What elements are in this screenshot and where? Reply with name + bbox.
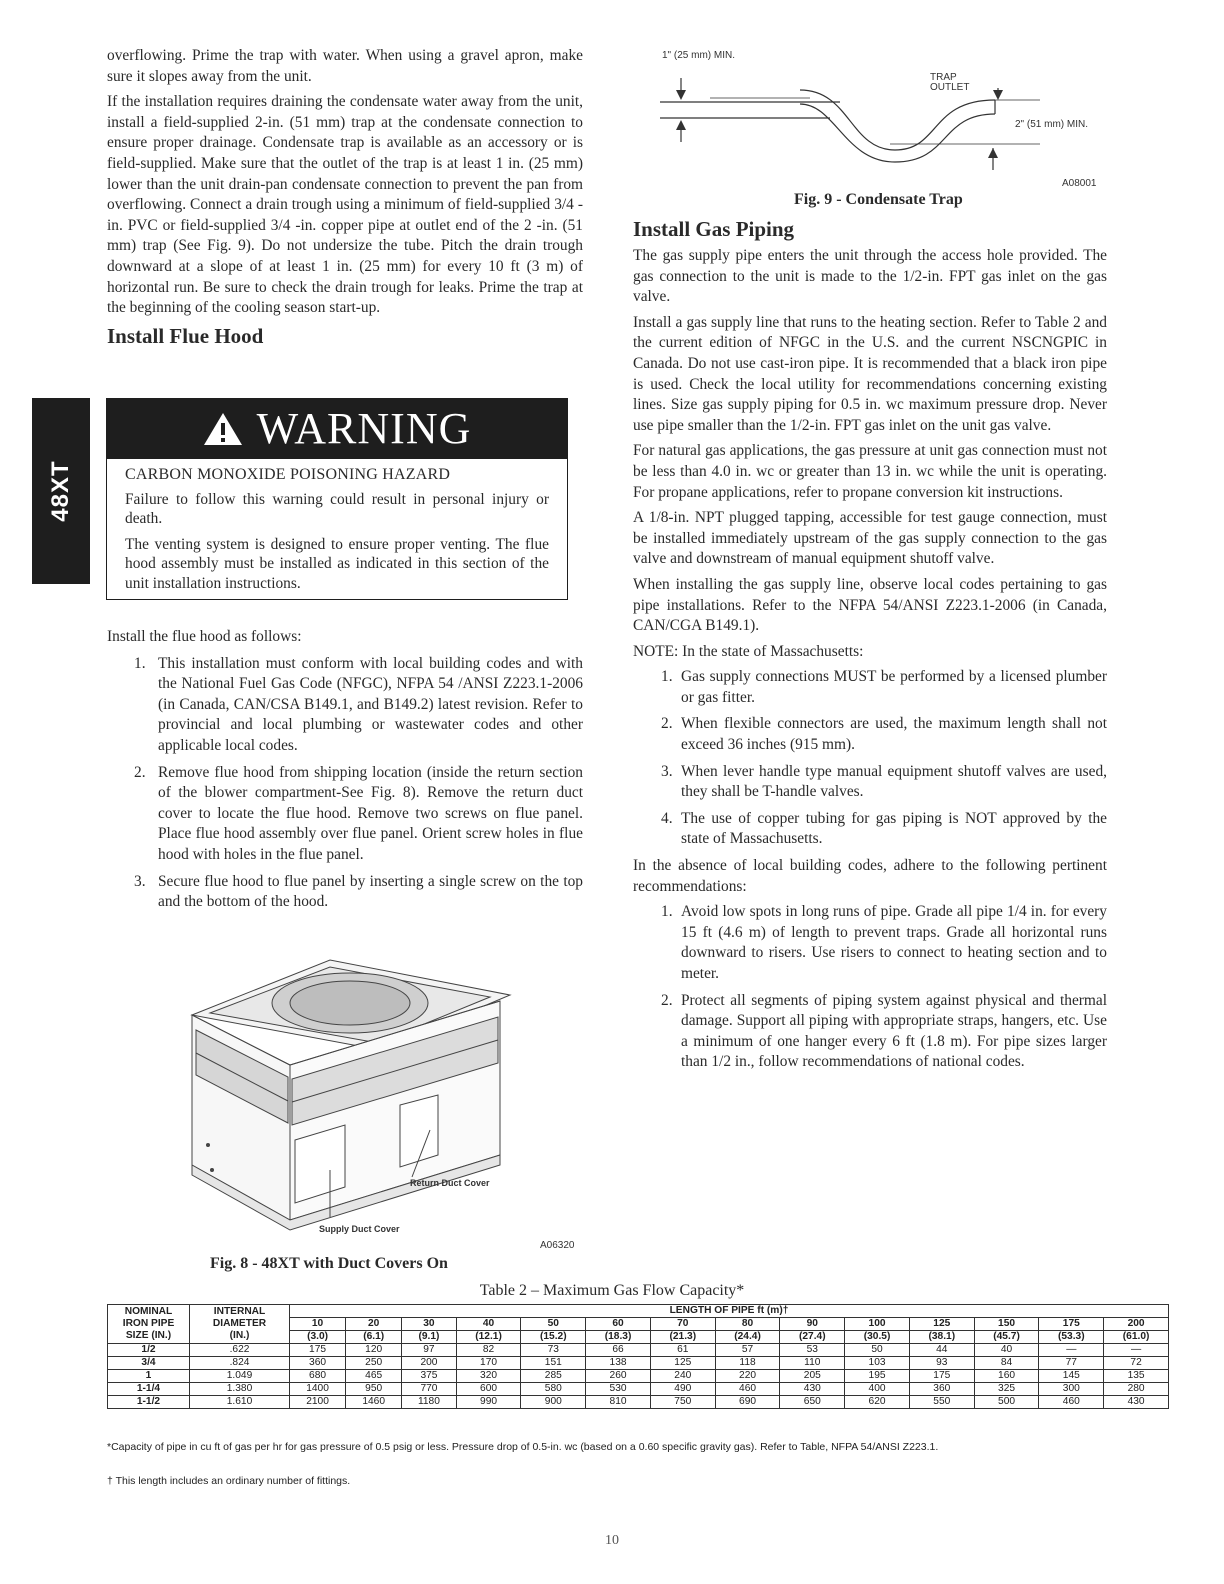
paragraph: overflowing. Prime the trap with water. When using a gravel apron, make sure it slopes away from the unit. [107, 47, 583, 85]
cell-capacity: 620 [845, 1396, 910, 1409]
cell-capacity: 2100 [290, 1396, 346, 1409]
cell-size: 1/2 [108, 1344, 190, 1357]
cell-capacity: 900 [521, 1396, 586, 1409]
table-row [108, 1344, 1169, 1357]
massachusetts-list [633, 667, 1107, 850]
page-number: 10 [605, 1533, 619, 1548]
cell-capacity: 1460 [346, 1396, 402, 1409]
cell-capacity: 690 [715, 1396, 780, 1409]
cell-capacity: 300 [1039, 1383, 1104, 1396]
paragraph: Install the flue hood as follows: [107, 628, 302, 645]
cell-capacity: 84 [974, 1357, 1039, 1370]
cell-capacity: 580 [521, 1383, 586, 1396]
left-column-steps [107, 627, 583, 919]
gas-flow-table [107, 1304, 1169, 1409]
cell-capacity: 325 [974, 1383, 1039, 1396]
cell-capacity: 400 [845, 1383, 910, 1396]
cell-capacity: 50 [845, 1344, 910, 1357]
paragraph: The gas supply pipe enters the unit through the access hole provided. The gas connection to the unit is made to the 1/2-in. FPT gas inlet on the gas valve. [633, 247, 1107, 306]
cell-diameter: 1.380 [190, 1383, 290, 1396]
list-item: 4. The use of copper tubing for gas piping is NOT approved by the state of Massachusetts. [661, 809, 1107, 848]
cell-capacity: 550 [909, 1396, 974, 1409]
cell-size: 1 [108, 1370, 190, 1383]
cell-capacity: 40 [974, 1344, 1039, 1357]
warning-text: The venting system is designed to ensure proper venting. The flue hood assembly must be installed as indicated in this section of the unit installation instructions. [125, 535, 549, 592]
cell-capacity: 205 [780, 1370, 845, 1383]
label-outlet: OUTLET [930, 82, 970, 93]
cell-capacity: 195 [845, 1370, 910, 1383]
cell-capacity: 72 [1104, 1357, 1169, 1370]
paragraph: For natural gas applications, the gas pressure at unit gas connection must not be less than 4.0 in. wc or greater than 13 in. wc while the unit is operating. For propane applications, refer to propane conversion kit instructions. [633, 442, 1107, 501]
cell-size: 3/4 [108, 1357, 190, 1370]
list-item: 3. When lever handle type manual equipment shutoff valves are used, they shall be T-handle valves. [661, 762, 1107, 801]
cell-capacity: 375 [402, 1370, 456, 1383]
cell-capacity: 110 [780, 1357, 845, 1370]
figure-id: A06320 [540, 1240, 575, 1251]
table-row [108, 1357, 1169, 1370]
label-min-1in: 1" (25 mm) MIN. [662, 50, 735, 61]
cell-capacity: 97 [402, 1344, 456, 1357]
cell-capacity: 460 [1039, 1396, 1104, 1409]
cell-capacity: 285 [521, 1370, 586, 1383]
cell-capacity: 175 [290, 1344, 346, 1357]
condensate-trap-diagram [650, 60, 1070, 180]
cell-capacity: 125 [650, 1357, 715, 1370]
section-heading-gas-piping: Install Gas Piping [633, 217, 795, 241]
cell-capacity: 360 [909, 1383, 974, 1396]
cell-capacity: 170 [456, 1357, 521, 1370]
cell-capacity: 151 [521, 1357, 586, 1370]
header-nominal: NOMINAL IRON PIPE SIZE (IN.) [108, 1305, 190, 1344]
cell-capacity: 280 [1104, 1383, 1169, 1396]
note-text: In the state of Massachusetts: [682, 642, 864, 660]
cell-capacity: 770 [402, 1383, 456, 1396]
cell-capacity: 220 [715, 1370, 780, 1383]
cell-capacity: 82 [456, 1344, 521, 1357]
cell-capacity: 175 [909, 1370, 974, 1383]
cell-capacity: 57 [715, 1344, 780, 1357]
cell-capacity: 650 [780, 1396, 845, 1409]
section-heading-flue-hood: Install Flue Hood [107, 323, 264, 348]
cell-size: 1-1/4 [108, 1383, 190, 1396]
cell-capacity: 135 [1104, 1370, 1169, 1383]
cell-capacity: 240 [650, 1370, 715, 1383]
cell-capacity: 53 [780, 1344, 845, 1357]
cell-capacity: 430 [780, 1383, 845, 1396]
header-length: LENGTH OF PIPE ft (m)† [290, 1305, 1169, 1318]
label-trap: TRAP [930, 72, 957, 83]
table-row [108, 1370, 1169, 1383]
cell-capacity: — [1039, 1344, 1104, 1357]
right-column [633, 214, 1107, 1079]
paragraph: A 1/8-in. NPT plugged tapping, accessible for test gauge connection, must be installed immediately upstream of the gas supply connection to the gas valve and downstream of manual equipment shutoff valve. [633, 509, 1107, 568]
figure-caption: Fig. 9 - Condensate Trap [794, 191, 963, 208]
table-footnote: *Capacity of pipe in cu ft of gas per hr for gas pressure of 0.5 psig or less. Pressure drop of 0.5-in. wc (based on a 0.60 specific gravity gas). Refer to Table, NFPA 54/ANSI Z223.1. [107, 1441, 939, 1453]
cell-capacity: — [1104, 1344, 1169, 1357]
cell-diameter: 1.610 [190, 1396, 290, 1409]
cell-diameter: 1.049 [190, 1370, 290, 1383]
cell-capacity: 138 [586, 1357, 651, 1370]
label-return-duct-cover: Return Duct Cover [410, 1178, 490, 1188]
table-title: Table 2 – Maximum Gas Flow Capacity* [479, 1282, 745, 1299]
cell-size: 1-1/2 [108, 1396, 190, 1409]
warning-header [107, 399, 567, 459]
cell-capacity: 44 [909, 1344, 974, 1357]
cell-capacity: 460 [715, 1383, 780, 1396]
table-header-row: 10 20 30 40 50 60 70 80 90 100 125 150 175 200 [108, 1318, 1169, 1331]
cell-capacity: 430 [1104, 1396, 1169, 1409]
cell-diameter: .622 [190, 1344, 290, 1357]
table-footnote: † This length includes an ordinary number of fittings. [107, 1475, 351, 1487]
warning-title: WARNING [256, 404, 472, 453]
hazard-title: CARBON MONOXIDE POISONING HAZARD [125, 466, 451, 483]
label-supply-duct-cover: Supply Duct Cover [319, 1224, 400, 1234]
cell-capacity: 465 [346, 1370, 402, 1383]
flue-hood-steps [107, 654, 583, 913]
cell-capacity: 200 [402, 1357, 456, 1370]
note [633, 642, 1107, 663]
cell-capacity: 750 [650, 1396, 715, 1409]
cell-capacity: 680 [290, 1370, 346, 1383]
warning-text: Failure to follow this warning could result in personal injury or death. [125, 490, 549, 528]
list-item: 2. Protect all segments of piping system against physical and thermal damage. Support all piping with appropriate straps, hangers, etc. Use a minimum of one hanger every 6 ft (1.8 m). For pipe sizes larger than 1/2 in., follow recommendations of national codes. [661, 991, 1107, 1071]
cell-capacity: 530 [586, 1383, 651, 1396]
cell-capacity: 160 [974, 1370, 1039, 1383]
cell-capacity: 600 [456, 1383, 521, 1396]
table-header-row [108, 1305, 1169, 1318]
cell-capacity: 145 [1039, 1370, 1104, 1383]
unit-illustration [180, 955, 520, 1240]
side-tab-label: 48XT [47, 460, 74, 522]
cell-capacity: 250 [346, 1357, 402, 1370]
cell-capacity: 1180 [402, 1396, 456, 1409]
cell-capacity: 1400 [290, 1383, 346, 1396]
header-internal: INTERNAL DIAMETER (IN.) [190, 1305, 290, 1344]
list-item: 2. Remove flue hood from shipping location (inside the return section of the blower compartment-See Fig. 8). Remove the return duct cover to locate the flue hood. Remove two screws on flue panel. Place flue hood assembly over flue panel. Orient screw holes in flue hood with holes in the flue panel. [134, 763, 583, 863]
table-header-row: (3.0) (6.1) (9.1) (12.1) (15.2) (18.3) (21.3) (24.4) (27.4) (30.5) (38.1) (45.7) (53.3) (61.0) [108, 1331, 1169, 1344]
warning-box [106, 398, 568, 600]
list-item: 3. Secure flue hood to flue panel by inserting a single screw on the top and the bottom of the hood. [134, 872, 583, 911]
cell-capacity: 810 [586, 1396, 651, 1409]
figure-caption: Fig. 8 - 48XT with Duct Covers On [210, 1255, 448, 1272]
cell-capacity: 73 [521, 1344, 586, 1357]
cell-capacity: 61 [650, 1344, 715, 1357]
table-row [108, 1383, 1169, 1396]
cell-capacity: 990 [456, 1396, 521, 1409]
side-tab [32, 398, 90, 584]
paragraph: If the installation requires draining the condensate water away from the unit, install a field-supplied 2-in. (51 mm) trap at the condensate connection to ensure proper drainage. Condensate trap is available as an accessory or is field-supplied. Make sure that the outlet of the trap is at least 1 in. (25 mm) lower than the unit drain-pan condensate connection to prevent the pan from overflowing. Connect a drain trough using a minimum of field-supplied 3/4 -in. PVC or field-supplied 3/4 -in. copper pipe at outlet end of the 2 -in. (51 mm) trap (See Fig. 9). Do not undersize the tube. Pitch the drain trough downward at a slope of at least 1 in. (25 mm) for every 10 ft (3 m) of horizontal run. Be sure to check the drain trough for leaks. Prime the trap at the beginning of the cooling season start-up. [107, 93, 583, 317]
cell-diameter: .824 [190, 1357, 290, 1370]
list-item: 2. When flexible connectors are used, the maximum length shall not exceed 36 inches (915 mm). [661, 715, 1107, 754]
paragraph: Install a gas supply line that runs to the heating section. Refer to Table 2 and the current edition of NFGC in the U.S. and the current NSCNGPIC in Canada. Do not use cast-iron pipe. It is recommended that a black iron pipe is used. Check the local utility for recommendations concerning existing lines. Size gas supply piping for 0.5 in. wc maximum pressure drop. Never use pipe smaller than the 1/2-in. FPT gas inlet on the unit gas valve. [633, 313, 1107, 434]
left-column [107, 46, 583, 353]
cell-capacity: 77 [1039, 1357, 1104, 1370]
figure-id: A08001 [1062, 178, 1097, 189]
cell-capacity: 260 [586, 1370, 651, 1383]
cell-capacity: 118 [715, 1357, 780, 1370]
paragraph: In the absence of local building codes, adhere to the following pertinent recommendations: [633, 857, 1107, 895]
cell-capacity: 320 [456, 1370, 521, 1383]
paragraph: When installing the gas supply line, observe local codes pertaining to gas pipe installations. Refer to the NFPA 54/ANSI Z223.1-2006 (in Canada, CAN/CGA B149.1). [633, 575, 1107, 635]
cell-capacity: 93 [909, 1357, 974, 1370]
list-item: 1. Gas supply connections MUST be performed by a licensed plumber or gas fitter. [661, 668, 1107, 706]
cell-capacity: 360 [290, 1357, 346, 1370]
cell-capacity: 500 [974, 1396, 1039, 1409]
label-min-2in: 2" (51 mm) MIN. [1015, 119, 1088, 130]
cell-capacity: 120 [346, 1344, 402, 1357]
cell-capacity: 490 [650, 1383, 715, 1396]
list-item: 1. This installation must conform with local building codes and with the National Fuel Gas Code (NFGC), NFPA 54 /ANSI Z223.1-2006 (in Canada, CAN/CSA B149.1, and B149.2) latest revision. Refer to provincial and local plumbing or wastewater codes and other applicable local codes. [134, 654, 583, 754]
cell-capacity: 66 [586, 1344, 651, 1357]
list-item: 1. Avoid low spots in long runs of pipe. Grade all pipe 1/4 in. for every 15 ft (4.6 m) of length to prevent traps. Grade all horizontal runs downward to risers. Use risers to connect to heating section and to meter. [661, 903, 1107, 982]
recommendations-list [633, 902, 1107, 1073]
cell-capacity: 950 [346, 1383, 402, 1396]
table-row [108, 1396, 1169, 1409]
cell-capacity: 103 [845, 1357, 910, 1370]
note-label: NOTE: [633, 642, 679, 660]
warning-triangle-icon [203, 412, 243, 446]
